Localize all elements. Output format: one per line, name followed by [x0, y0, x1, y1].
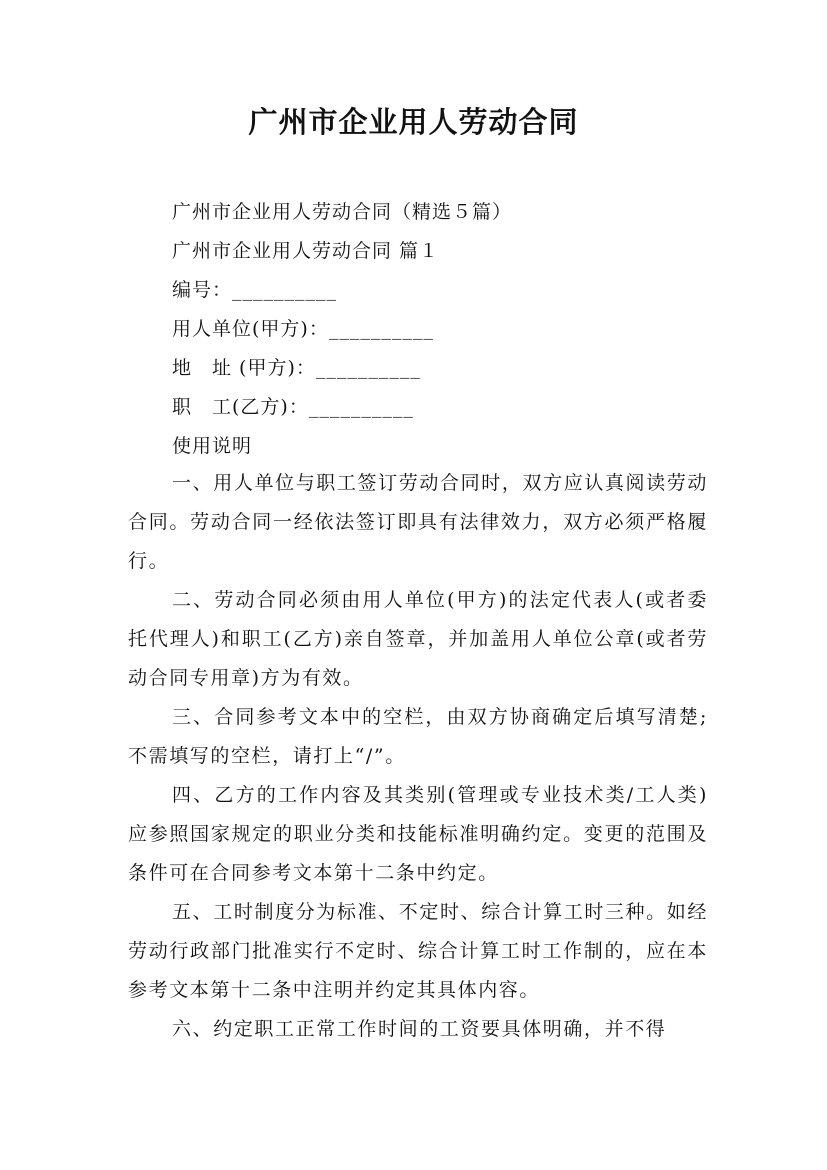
- paragraph-2: 二、劳动合同必须由用人单位(甲方)的法定代表人(或者委托代理人)和职工(乙方)亲自签章，并加盖用人单位公章(或者劳动合同专用章)方为有效。: [128, 589, 708, 689]
- document-title: 广州市企业用人劳动合同: [248, 105, 579, 139]
- paragraph-6: 六、约定职工正常工作时间的工资要具体明确，并不得: [172, 1018, 667, 1040]
- subtitle-line: 广州市企业用人劳动合同（精选５篇）: [172, 201, 513, 223]
- employee-field: 职 工(乙方)：__________: [172, 396, 414, 418]
- address-field: 地 址 (甲方)：__________: [172, 357, 421, 379]
- paragraph-5: 五、工时制度分为标准、不定时、综合计算工时三种。如经劳动行政部门批准实行不定时、综合计算工时工作制的，应在本参考文本第十二条中注明并约定其具体内容。: [128, 901, 708, 1001]
- paragraph-4: 四、乙方的工作内容及其类别(管理或专业技术类/工人类)应参照国家规定的职业分类和技能标准明确约定。变更的范围及条件可在合同参考文本第十二条中约定。: [128, 784, 708, 884]
- paragraph-1: 一、用人单位与职工签订劳动合同时，双方应认真阅读劳动合同。劳动合同一经依法签订即具有法律效力，双方必须严格履行。: [128, 472, 708, 572]
- section-heading: 广州市企业用人劳动合同 篇１: [172, 240, 440, 262]
- paragraph-3: 三、合同参考文本中的空栏，由双方协商确定后填写清楚;不需填写的空栏，请打上“/”。: [128, 706, 708, 767]
- contract-number-field: 编号：__________: [172, 279, 338, 301]
- instructions-heading: 使用说明: [172, 435, 253, 457]
- employer-field: 用人单位(甲方)：__________: [172, 318, 434, 340]
